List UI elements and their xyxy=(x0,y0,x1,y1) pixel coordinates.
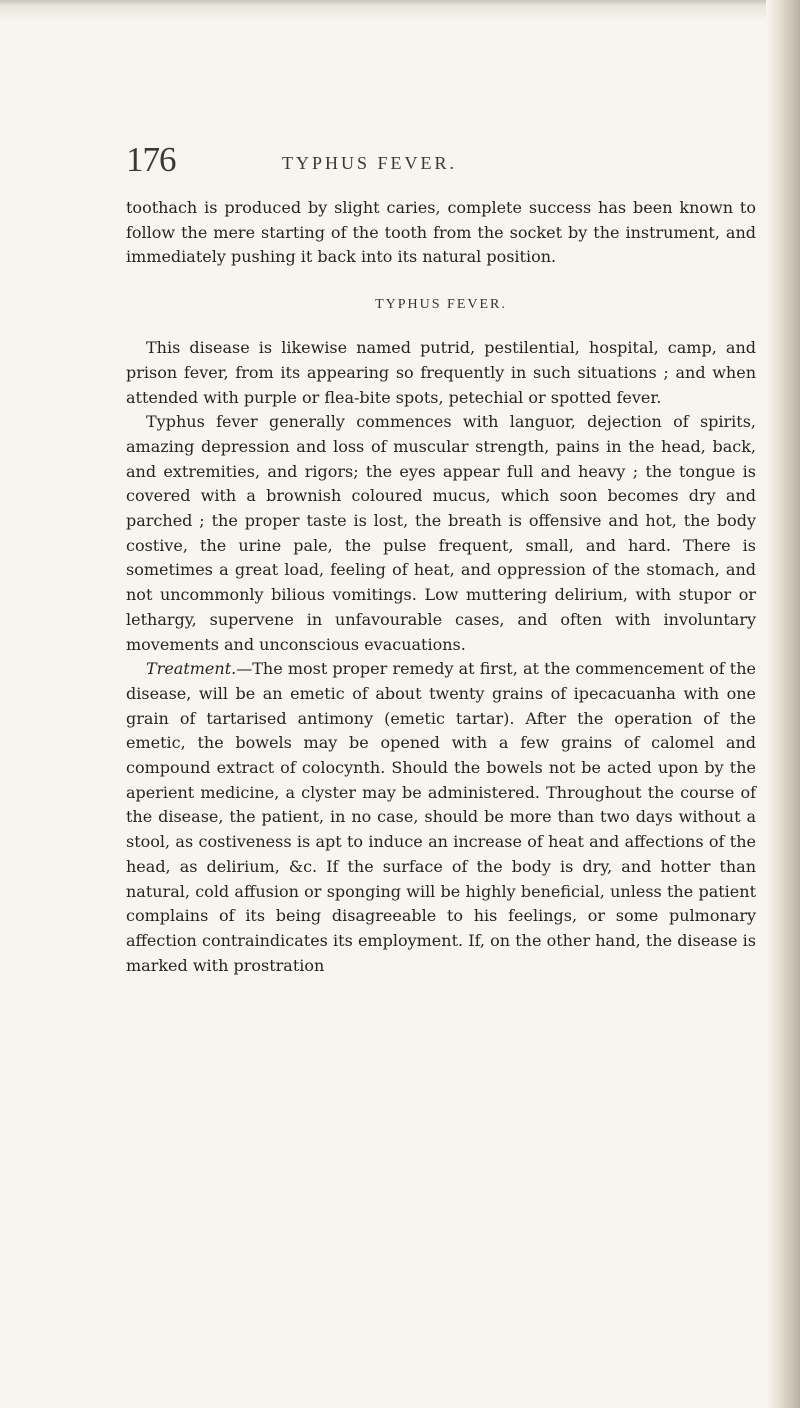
paragraph-symptoms: Typhus fever generally commences with languor, dejection of spirits, amazing depression and loss of muscular strength, pains in the head, back, and extremities, and rigors; the eyes appear full and heavy ; the tongue is covered with a brownish coloured mucus, which soon becomes dry and parched ; the proper taste is lost, the breath is offensive and hot, the body costive, the urine pale, the pulse frequent, small, and hard. There is sometimes a great load, feeling of heat, and oppression of the stomach, and not uncommonly bilious vomitings. Low muttering delirium, with stupor or lethargy, supervene in unfavourable cases, and often with involuntary movements and unconscious evacuations. xyxy=(126,412,756,654)
page-top-shadow xyxy=(0,0,800,22)
page-header xyxy=(126,140,766,180)
paragraph-treatment xyxy=(126,657,756,978)
treatment-label: Treatment. xyxy=(146,659,237,679)
intro-paragraph: toothach is produced by slight caries, complete success has been known to follow the mere starting of the tooth from the socket by the instrument, and immediately pushing it back into its natural position. xyxy=(126,198,756,267)
body-text xyxy=(126,196,756,978)
page-number: 176 xyxy=(126,140,176,179)
section-heading: TYPHUS FEVER. xyxy=(375,297,507,313)
treatment-text: —The most proper remedy at first, at the commencement of the disease, will be an emetic of about twenty grains of ipecacuanha with one grain of tartarised antimony (emetic tartar). After the operation of the emetic, the bowels may be opened with a few grains of calomel and compound extract of colocynth. Should the bowels not be acted upon by the aperient medicine, a clyster may be administered. Throughout the course of the disease, the patient, in no case, should be more than two days without a stool, as costiveness is apt to induce an increase of heat and affections of the head, as delirium, &c. If the surface of the body is dry, and hotter than natural, cold affusion or sponging will be highly beneficial, unless the patient complains of its being disagreeable to his feelings, or some pulmonary affection contraindicates its employment. If, on the other hand, the disease is marked with prostration xyxy=(126,659,756,975)
running-head: TYPHUS FEVER. xyxy=(282,153,458,173)
page-right-edge xyxy=(766,0,800,1408)
paragraph-definition: This disease is likewise named putrid, pestilential, hospital, camp, and prison fever, from its appearing so frequently in such situations ; and when attended with purple or flea-bite spots, petechial or spotted fever. xyxy=(126,338,756,407)
